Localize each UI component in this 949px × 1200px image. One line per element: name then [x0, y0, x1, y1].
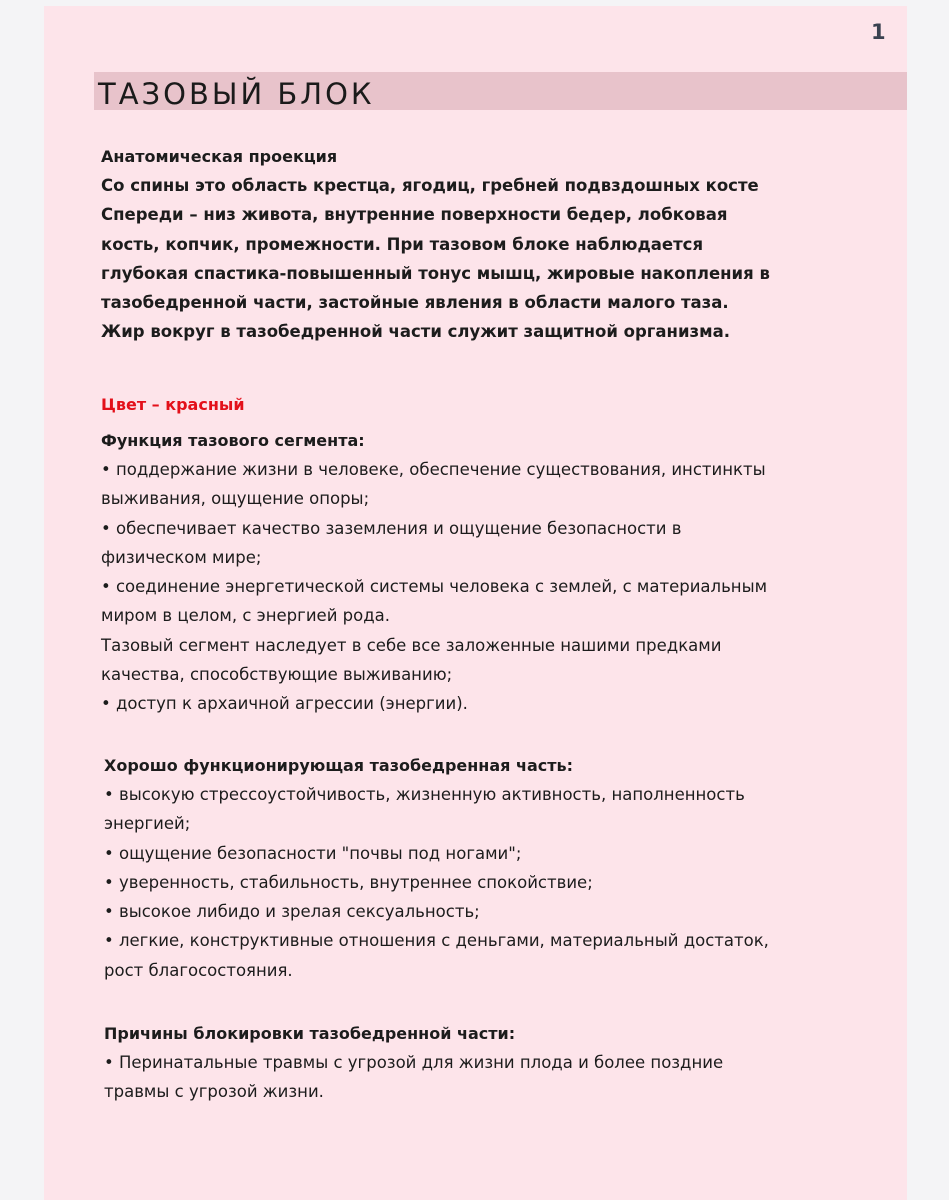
good-function-line: • высокое либидо и зрелая сексуальность; — [104, 902, 480, 922]
causes-heading: Причины блокировки тазобедренной части: — [104, 1024, 516, 1043]
anatomy-line: Спереди – низ живота, внутренние поверхности бедер, лобковая — [101, 205, 728, 225]
good-function-line: • уверенность, стабильность, внутреннее спокойствие; — [104, 872, 593, 892]
color-label: Цвет – красный — [101, 395, 245, 414]
anatomy-line: глубокая спастика-повышенный тонус мышц, жировые накопления в — [101, 263, 770, 283]
good-function-line: энергией; — [104, 814, 191, 834]
good-function-line: • легкие, конструктивные отношения с деньгами, материальный достаток, — [104, 931, 769, 951]
page-number: 1 — [871, 20, 886, 44]
anatomy-line: кость, копчик, промежности. При тазовом блоке наблюдается — [101, 234, 704, 254]
function-line: качества, способствующие выживанию; — [101, 665, 453, 685]
good-function-line: • высокую стрессоустойчивость, жизненную активность, наполненность — [104, 785, 745, 804]
function-line: • поддержание жизни в человеке, обеспечение существования, инстинкты — [101, 460, 766, 479]
page-title: ТАЗОВЫЙ БЛОК — [98, 77, 375, 111]
good-function-heading: Хорошо функционирующая тазобедренная часть: — [104, 756, 574, 775]
function-line: физическом мире; — [101, 547, 262, 567]
anatomy-section — [101, 143, 891, 347]
anatomy-line: тазобедренной части, застойные явления в области малого таза. — [101, 293, 729, 313]
anatomy-line: Жир вокруг в тазобедренной части служит защитной организма. — [101, 322, 730, 342]
good-function-line: • ощущение безопасности "почвы под ногами"; — [104, 843, 522, 863]
function-line: • доступ к архаичной агрессии (энергии). — [101, 694, 468, 714]
good-function-line: рост благосостояния. — [104, 960, 293, 980]
function-line: миром в целом, с энергией рода. — [101, 606, 390, 626]
good-function-section — [104, 752, 894, 985]
anatomy-heading: Анатомическая проекция — [101, 147, 338, 166]
color-section — [101, 375, 891, 435]
function-heading: Функция тазового сегмента: — [101, 431, 365, 450]
anatomy-line: Со спины это область крестца, ягодиц, гребней подвздошных косте — [101, 176, 759, 195]
function-line: • соединение энергетической системы человека с землей, с материальным — [101, 577, 768, 597]
function-line: • обеспечивает качество заземления и ощущение безопасности в — [101, 518, 682, 538]
document-page — [44, 6, 907, 1200]
function-line: Тазовый сегмент наследует в себе все заложенные нашими предками — [101, 635, 722, 655]
causes-section — [104, 1020, 894, 1107]
causes-line: травмы с угрозой жизни. — [104, 1082, 324, 1102]
function-line: выживания, ощущение опоры; — [101, 489, 370, 509]
causes-line: • Перинатальные травмы с угрозой для жизни плода и более поздние — [104, 1053, 724, 1072]
function-section — [101, 427, 891, 719]
